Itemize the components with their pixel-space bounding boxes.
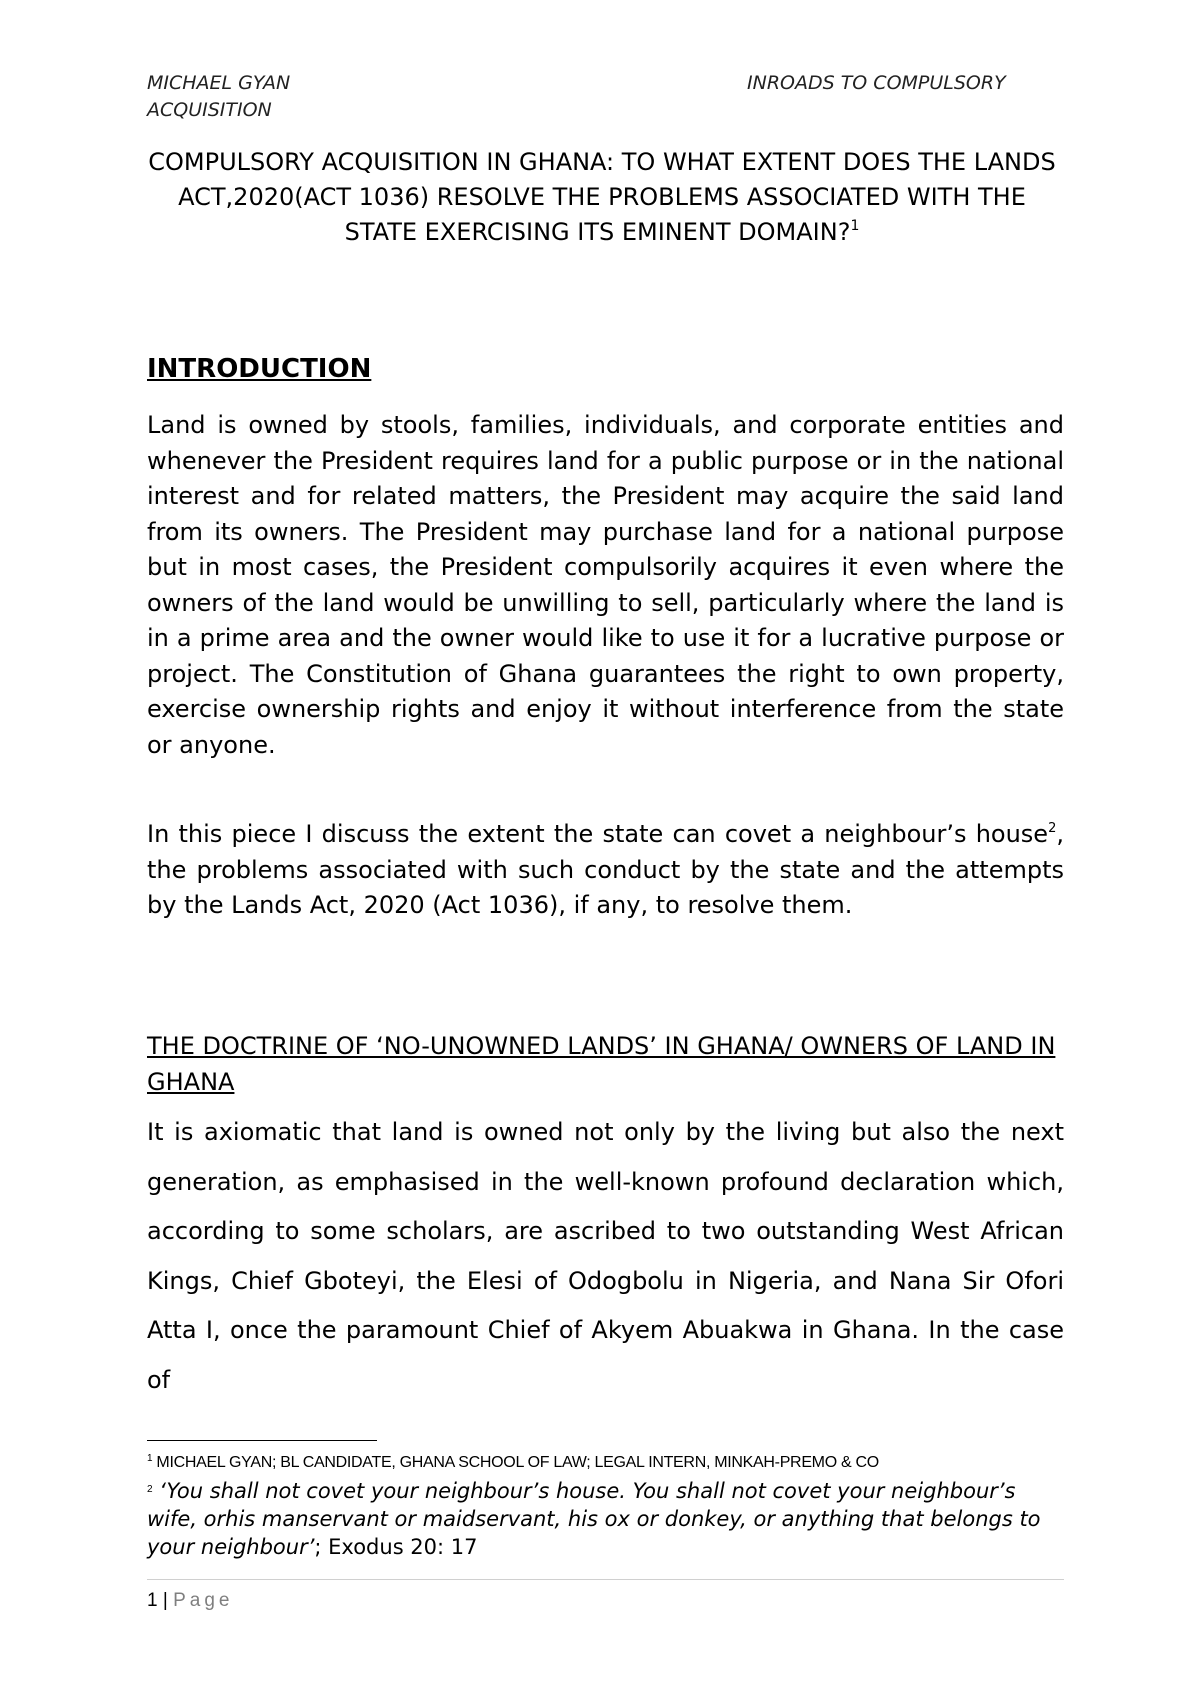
footnote-2-source: ; Exodus 20: 17 xyxy=(314,1535,478,1559)
footnote-2-quote: ‘You shall not covet your neighbour’s house. You shall not covet your neighbour’s wife, orhis manservant or maidservant, his ox or donkey, or anything that belongs to your neighbour’ xyxy=(147,1479,1041,1559)
paragraph2-text-after: , the problems associated with such conduct by the state and the attempts by the Lands Act, 2020 (Act 1036), if any, to resolve them. xyxy=(147,820,1064,919)
page-word: Page xyxy=(173,1590,234,1611)
footnote-separator xyxy=(147,1440,377,1441)
page-separator: | xyxy=(162,1590,168,1611)
header-author: MICHAEL GYAN xyxy=(147,72,291,94)
page-number: 1 xyxy=(147,1590,158,1611)
footnote-1 xyxy=(147,1453,879,1473)
header-short-title-wrap: ACQUISITION xyxy=(147,99,272,121)
paragraph2-footnote-ref: 2 xyxy=(1048,821,1057,836)
title-text: COMPULSORY ACQUISITION IN GHANA: TO WHAT EXTENT DOES THE LANDS ACT,2020(ACT 1036) RESOLVE THE PROBLEMS ASSOCIATED WITH THE STATE EXERCISING ITS EMINENT DOMAIN? xyxy=(148,148,1056,246)
footnote-1-text: MICHAEL GYAN; BL CANDIDATE, GHANA SCHOOL OF LAW; LEGAL INTERN, MINKAH-PREMO & CO xyxy=(156,1454,879,1471)
footnote-2 xyxy=(147,1477,1047,1561)
footnote-2-mark: 2 xyxy=(147,1484,153,1495)
doctrine-heading: THE DOCTRINE OF ‘NO-UNOWNED LANDS’ IN GHANA/ OWNERS OF LAND IN GHANA xyxy=(147,1032,1056,1096)
title-footnote-ref: 1 xyxy=(850,218,860,234)
page-footer xyxy=(147,1588,233,1614)
header-short-title: INROADS TO COMPULSORY xyxy=(747,72,1006,94)
introduction-paragraph-2 xyxy=(147,817,1064,924)
introduction-heading: INTRODUCTION xyxy=(147,354,372,384)
footer-rule xyxy=(147,1579,1064,1580)
doctrine-paragraph: It is axiomatic that land is owned not only by the living but also the next generation, as emphasised in the well-known profound declaration which, according to some scholars, are ascribed to two outstanding West African Kings, Chief Gboteyi, the Elesi of Odogbolu in Nigeria, and Nana Sir Ofori Atta I, once the paramount Chief of Akyem Abuakwa in Ghana. In the case of xyxy=(147,1118,1064,1394)
paper-title xyxy=(147,145,1057,250)
paragraph2-text-before: In this piece I discuss the extent the state can covet a neighbour’s house xyxy=(147,820,1049,848)
introduction-paragraph-1: Land is owned by stools, families, individuals, and corporate entities and whenever the President requires land for a public purpose or in the national interest and for related matters, the President may acquire the said land from its owners. The President may purchase land for a national purpose but in most cases, the President compulsorily acquires it even where the owners of the land would be unwilling to sell, particularly where the land is in a prime area and the owner would like to use it for a lucrative purpose or project. The Constitution of Ghana guarantees the right to own property, exercise ownership rights and enjoy it without interference from the state or anyone. xyxy=(147,411,1064,759)
footnote-1-mark: 1 xyxy=(147,1453,153,1464)
